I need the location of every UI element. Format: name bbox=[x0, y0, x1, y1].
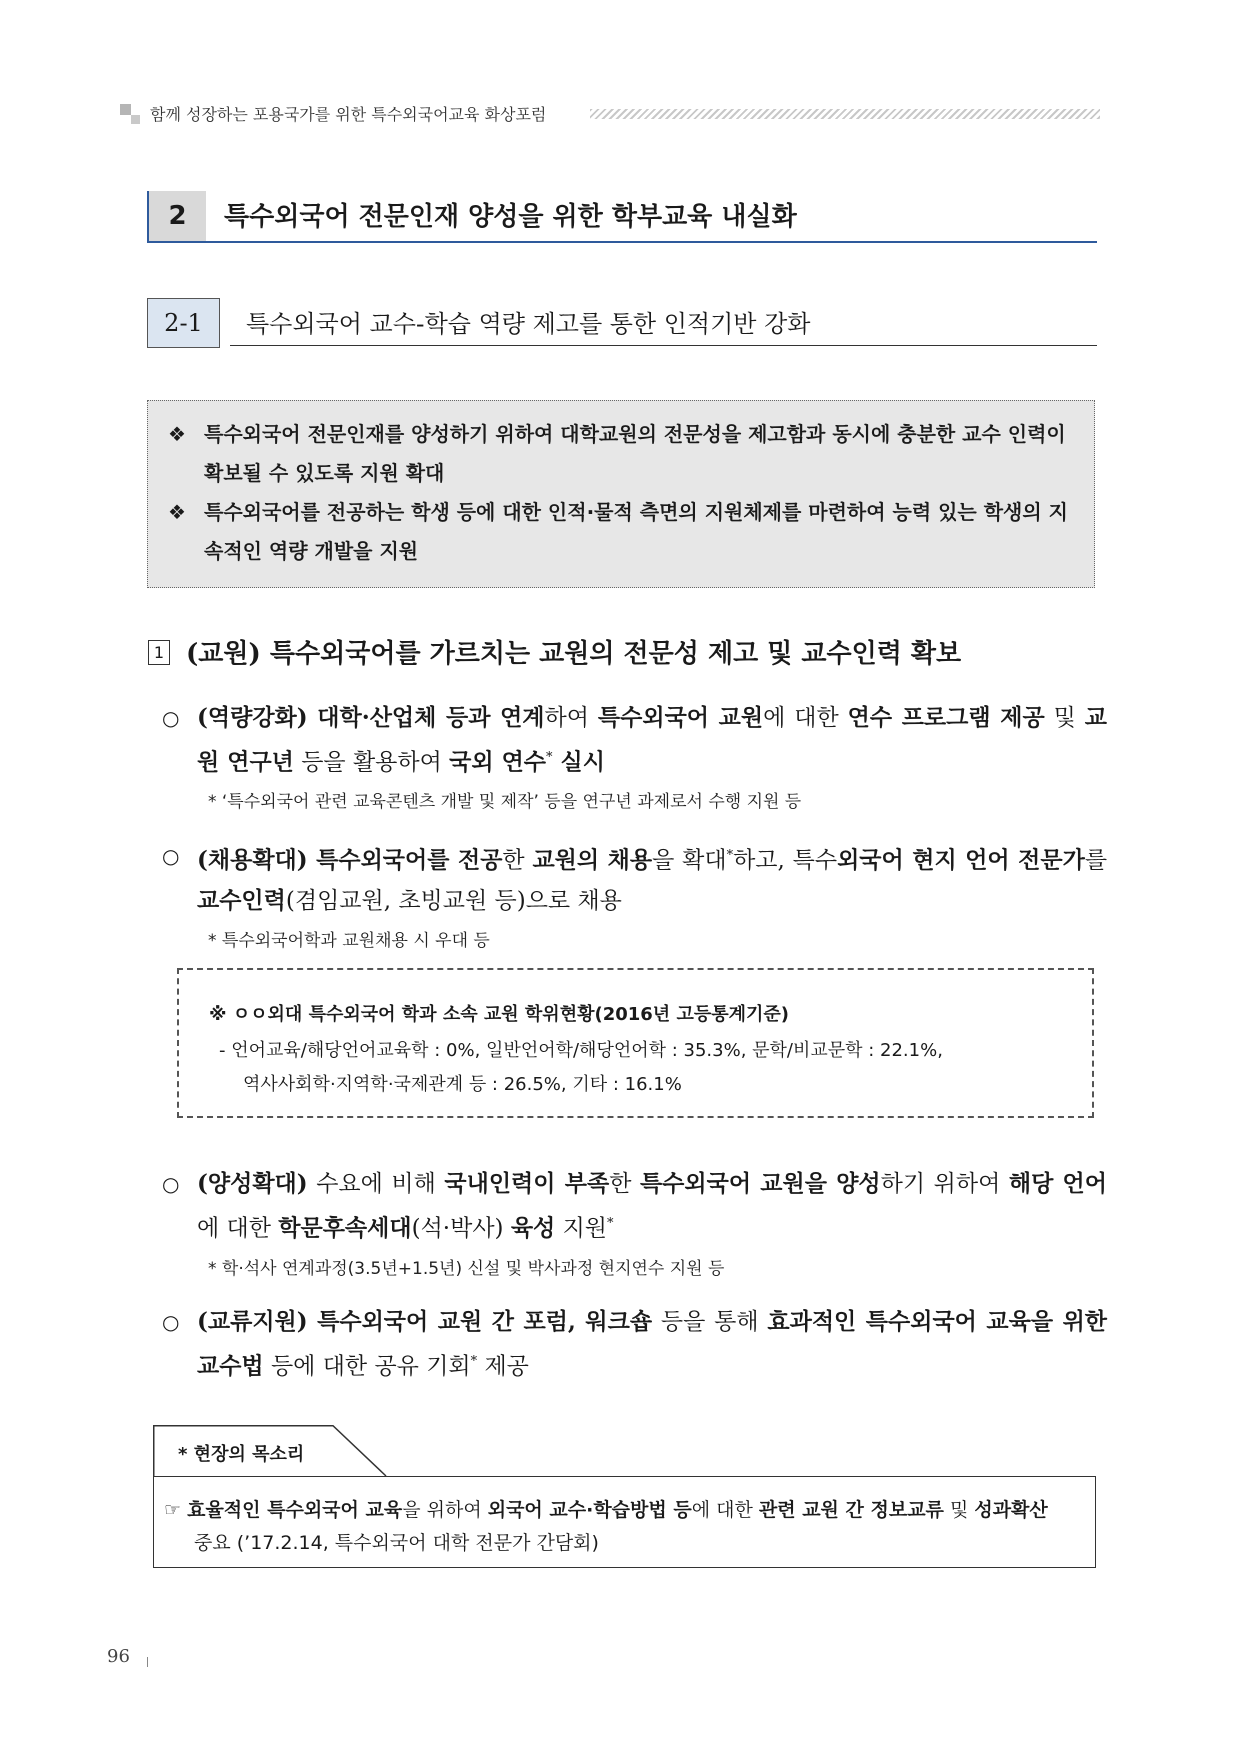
voice-box bbox=[153, 1476, 1096, 1568]
pointing-hand-icon: ☞ bbox=[164, 1499, 182, 1521]
header-square-icon bbox=[120, 104, 144, 124]
voice-line: ☞ 효율적인 특수외국어 교육을 위하여 외국어 교수·학습방법 등에 대한 관련 교원 간 정보교류 및 성과확산 bbox=[164, 1499, 1048, 1521]
bullet-item: ○ (채용확대) 특수외국어를 전공한 교원의 채용을 확대*하고, 특수외국어 현지 언어 전문가를 교수인력(겸임교원, 초빙교원 등)으로 채용 bbox=[162, 836, 1107, 921]
footnote: * 학·석사 연계과정(3.5년+1.5년) 신설 및 박사과정 현지연수 지원 등 bbox=[208, 1259, 725, 1279]
stats-line: - 언어교육/해당언어교육학 : 0%, 일반언어학/해당언어학 : 35.3%, 문학/비교문학 : 22.1%, bbox=[219, 1040, 943, 1061]
section-title: 특수외국어 전문인재 양성을 위한 학부교육 내실화 bbox=[224, 202, 797, 232]
voice-line: 중요 (’17.2.14, 특수외국어 대학 전문가 간담회) bbox=[194, 1532, 599, 1554]
circle-bullet-icon: ○ bbox=[162, 706, 180, 730]
section-number: 2 bbox=[147, 191, 206, 241]
summary-item: ❖ 특수외국어 전문인재를 양성하기 위하여 대학교원의 전문성을 제고함과 동시에 충분한 교수 인력이 확보될 수 있도록 지원 확대 bbox=[168, 415, 1068, 493]
page-number: 96 bbox=[107, 1646, 130, 1667]
stats-box bbox=[177, 968, 1094, 1118]
diamond-icon: ❖ bbox=[168, 422, 186, 446]
bullet-item: ○ (역량강화) 대학·산업체 등과 연계하여 특수외국어 교원에 대한 연수 프로그램 제공 및 교원 연구년 등을 활용하여 국외 연수* 실시 bbox=[162, 698, 1107, 783]
summary-box bbox=[147, 400, 1095, 588]
circle-bullet-icon: ○ bbox=[162, 1172, 180, 1196]
voice-label: * 현장의 목소리 bbox=[178, 1444, 305, 1465]
diamond-icon: ❖ bbox=[168, 500, 186, 524]
heading-title: (교원) 특수외국어를 가르치는 교원의 전문성 제고 및 교수인력 확보 bbox=[186, 639, 962, 669]
section-rule bbox=[147, 241, 1097, 243]
stats-line: 역사사회학·지역학·국제관계 등 : 26.5%, 기타 : 16.1% bbox=[243, 1074, 682, 1095]
running-title: 함께 성장하는 포용국가를 위한 특수외국어교육 화상포럼 bbox=[150, 105, 547, 124]
heading-number-box: 1 bbox=[148, 640, 170, 665]
page-number-divider bbox=[147, 1657, 148, 1667]
summary-item: ❖ 특수외국어를 전공하는 학생 등에 대한 인적·물적 측면의 지원체제를 마련하여 능력 있는 학생의 지속적인 역량 개발을 지원 bbox=[168, 493, 1068, 571]
subsection-number: 2-1 bbox=[147, 298, 220, 348]
subsection-rule bbox=[230, 345, 1097, 346]
bullet-item: ○ (교류지원) 특수외국어 교원 간 포럼, 워크숍 등을 통해 효과적인 특수외국어 교육을 위한 교수법 등에 대한 공유 기회* 제공 bbox=[162, 1302, 1107, 1387]
footnote: * ‘특수외국어 관련 교육콘텐츠 개발 및 제작’ 등을 연구년 과제로서 수행 지원 등 bbox=[208, 792, 802, 812]
stats-title: ※ ㅇㅇ외대 특수외국어 학과 소속 교원 학위현황(2016년 고등통계기준) bbox=[209, 1004, 790, 1025]
circle-bullet-icon: ○ bbox=[162, 1310, 180, 1334]
header-hatch-bar bbox=[590, 109, 1100, 119]
subsection-title: 특수외국어 교수-학습 역량 제고를 통한 인적기반 강화 bbox=[246, 310, 811, 338]
bullet-item: ○ (양성확대) 수요에 비해 국내인력이 부족한 특수외국어 교원을 양성하기 위하여 해당 언어에 대한 학문후속세대(석·박사) 육성 지원* bbox=[162, 1164, 1107, 1249]
circle-bullet-icon: ○ bbox=[162, 844, 180, 868]
footnote: * 특수외국어학과 교원채용 시 우대 등 bbox=[208, 931, 490, 951]
